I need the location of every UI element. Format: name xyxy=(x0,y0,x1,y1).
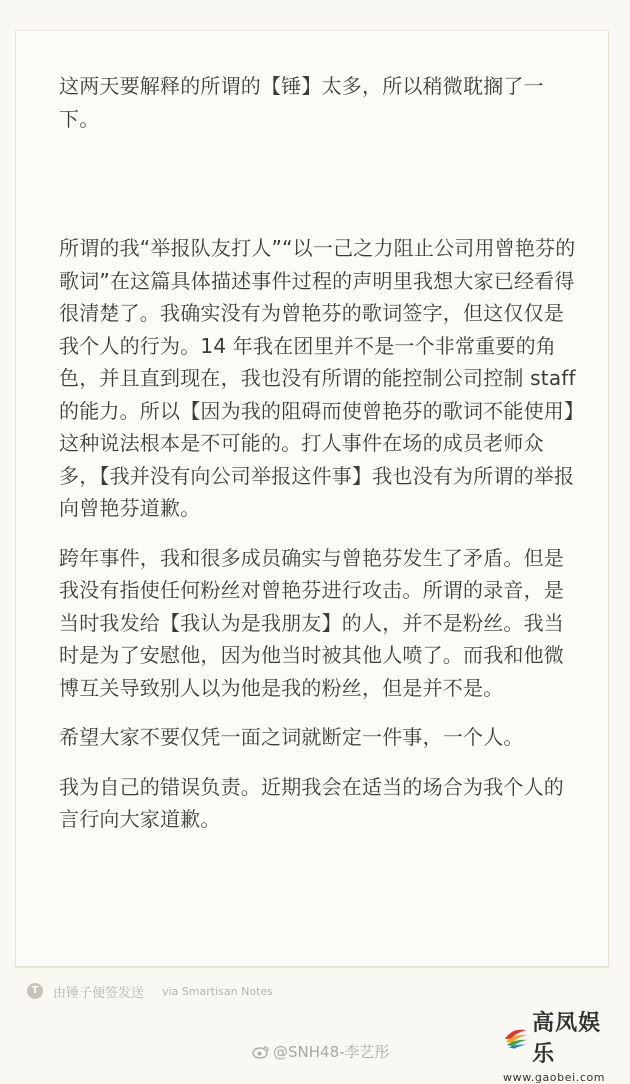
note-paragraph: 跨年事件，我和很多成员确实与曾艳芬发生了矛盾。但是我没有指使任何粉丝对曾艳芬进行攻击。所谓的录音，是当时我发给【我认为是我朋友】的人，并不是粉丝。我当时是为了安慰他，因为他当时被其他人喷了。而我和他微博互关导致别人以为他是我的粉丝，但是并不是。 xyxy=(59,545,564,700)
brand-url: www.gaobei.com xyxy=(503,1071,606,1084)
note-body xyxy=(59,70,581,836)
weibo-watermark xyxy=(252,1041,390,1062)
note-paragraph: 这两天要解释的所谓的【锤】太多，所以稍微耽搁了一下。 xyxy=(59,74,544,131)
via-label: via Smartisan Notes xyxy=(162,984,273,998)
smartisan-t-icon: T xyxy=(27,983,43,999)
note-footer xyxy=(27,981,273,1001)
note-paragraph: 我为自己的错误负责。近期我会在适当的场合为我个人的言行向大家道歉。 xyxy=(59,774,564,831)
brand-watermark xyxy=(503,1006,621,1084)
brand-name: 高凤娱乐 xyxy=(532,1010,602,1067)
note-paragraph: 希望大家不要仅凭一面之词就断定一件事，一个人。 xyxy=(59,725,524,749)
brand-logo-icon xyxy=(503,1024,528,1050)
footer-divider xyxy=(15,967,609,968)
weibo-logo-icon xyxy=(252,1045,270,1059)
note-paragraph: 所谓的我“举报队友打人”“以一己之力阻止公司用曾艳芬的歌词”在这篇具体描述事件过程的声明里我想大家已经看得很清楚了。我确实没有为曾艳芬的歌词签字，但这仅仅是我个人的行为。14 年我在团里并不是一个非常重要的角色，并且直到现在，我也没有所谓的能控制公司控制 staff 的能力。所以【因为我的阻碍而使曾艳芬的歌词不能使用】这种说法根本是不可能的。打人事件在场的成员老师众多，【我并没有向公司举报这件事】我也没有为所谓的举报向曾艳芬道歉。 xyxy=(59,236,576,520)
sent-from-label: 由锤子便签发送 xyxy=(53,985,145,1001)
weibo-handle: @SNH48-李艺彤 xyxy=(273,1043,390,1061)
